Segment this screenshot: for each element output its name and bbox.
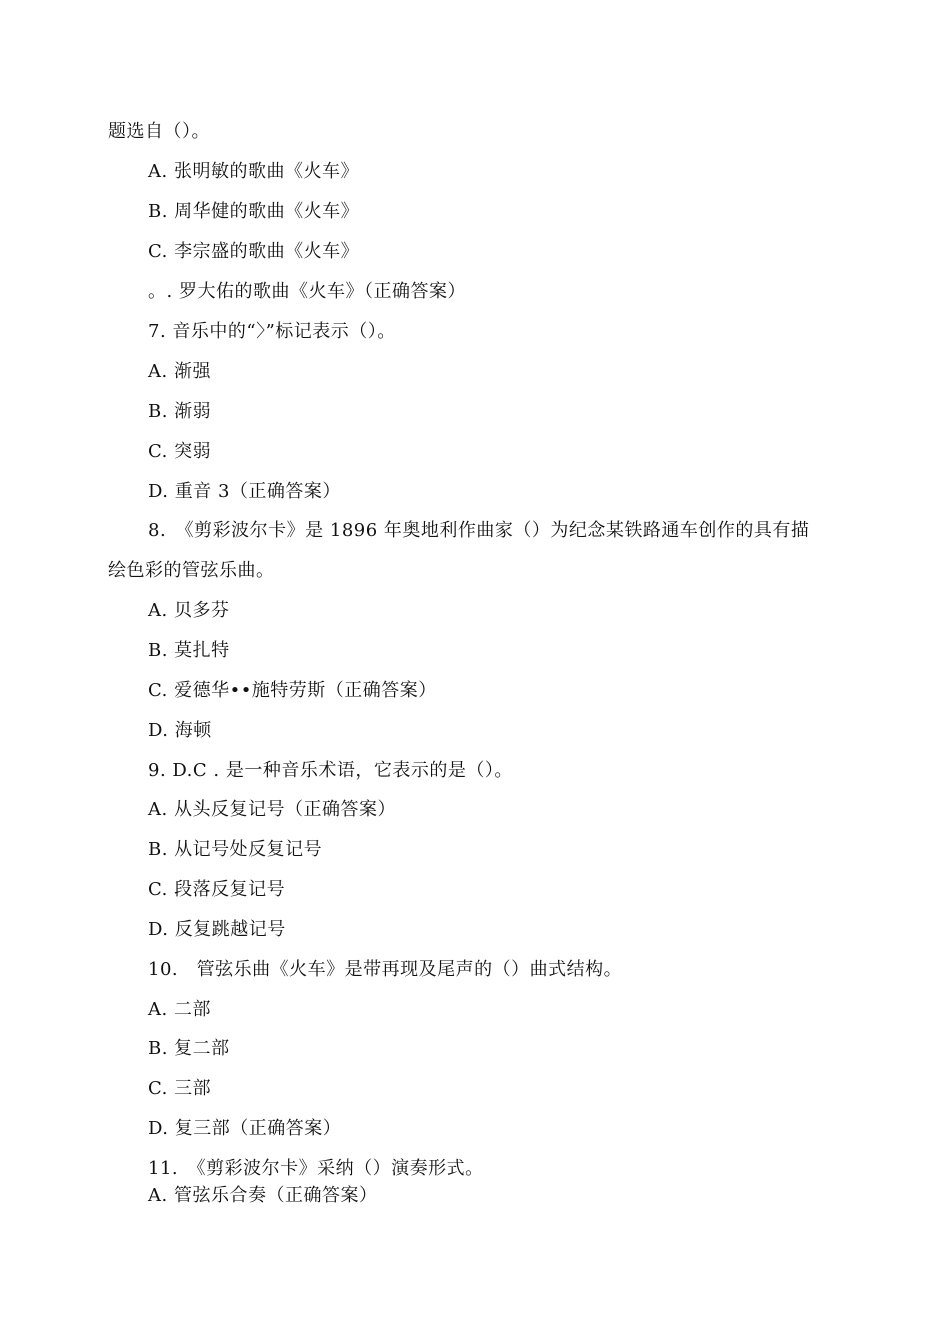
- question-7-stem: 7. 音乐中的“〉”标记表示（）。: [148, 321, 396, 342]
- q10-option-d: D. 复三部（正确答案）: [148, 1118, 342, 1139]
- question-8-stem-cont: 绘色彩的管弦乐曲。: [108, 560, 275, 581]
- q10-option-b: B. 复二部: [148, 1038, 230, 1059]
- q9-option-c: C. 段落反复记号: [148, 879, 286, 900]
- q7-option-b: B. 渐弱: [148, 401, 212, 422]
- q8-option-a: A. 贝多芬: [148, 600, 230, 621]
- question-6-stem-end: 题选自（）。: [108, 121, 210, 142]
- q10-option-c: C. 三部: [148, 1078, 212, 1099]
- question-11-stem: 11. 《剪彩波尔卡》采纳（）演奏形式。: [148, 1158, 484, 1179]
- q7-option-a: A. 渐强: [148, 361, 211, 382]
- question-8-stem: 8. 《剪彩波尔卡》是 1896 年奥地利作曲家（）为纪念某铁路通车创作的具有描: [148, 520, 810, 541]
- q8-option-c: C. 爱德华••施特劳斯（正确答案）: [148, 680, 437, 701]
- question-10-stem: 10. 管弦乐曲《火车》是带再现及尾声的（）曲式结构。: [148, 959, 623, 980]
- q8-option-b: B. 莫扎特: [148, 640, 230, 661]
- q10-option-a: A. 二部: [148, 999, 211, 1020]
- question-9-stem: 9. D.C . 是一种音乐术语，它表示的是（）。: [148, 760, 513, 781]
- q7-option-c: C. 突弱: [148, 441, 212, 462]
- q6-option-b: B. 周华健的歌曲《火车》: [148, 201, 360, 222]
- q8-option-d: D. 海顿: [148, 720, 212, 741]
- q6-option-d: 。. 罗大佑的歌曲《火车》（正确答案）: [148, 281, 466, 302]
- q11-option-a: A. 管弦乐合奏（正确答案）: [148, 1185, 378, 1206]
- q9-option-a: A. 从头反复记号（正确答案）: [148, 799, 396, 820]
- q7-option-d: D. 重音 3（正确答案）: [148, 481, 341, 502]
- q9-option-b: B. 从记号处反复记号: [148, 839, 323, 860]
- q6-option-c: C. 李宗盛的歌曲《火车》: [148, 241, 360, 262]
- q9-option-d: D. 反复跳越记号: [148, 919, 286, 940]
- q6-option-a: A. 张明敏的歌曲《火车》: [148, 161, 359, 182]
